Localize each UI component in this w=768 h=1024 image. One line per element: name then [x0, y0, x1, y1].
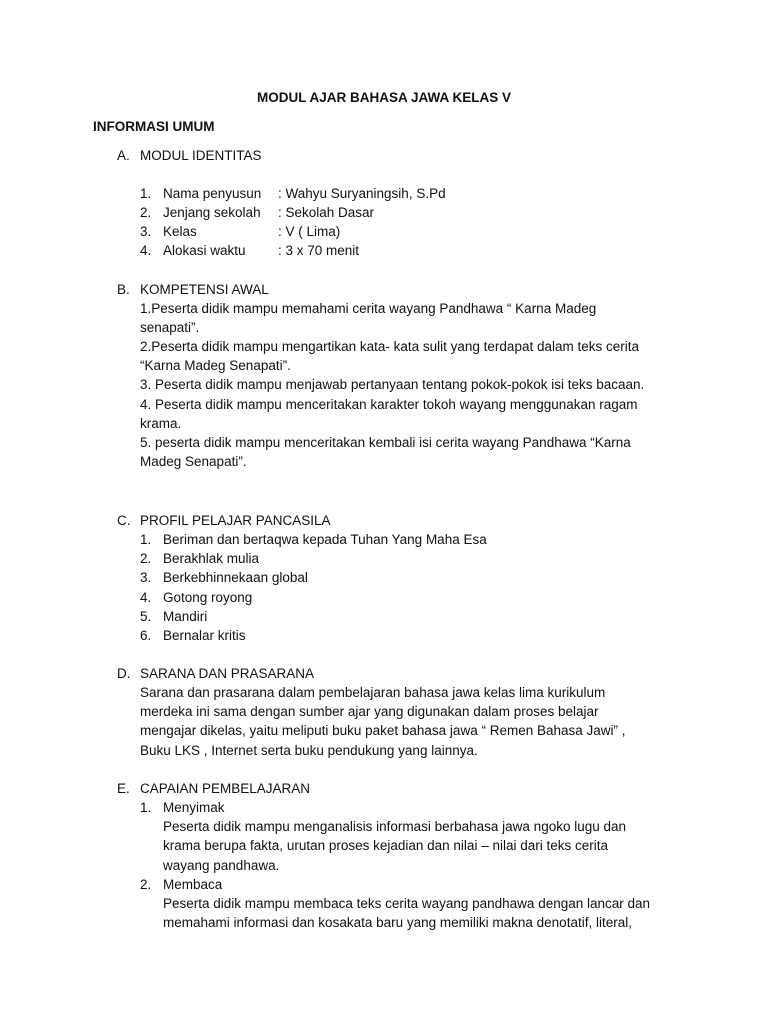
competency-line: krama. [140, 416, 182, 431]
section-b-heading: KOMPETENSI AWAL [140, 282, 269, 297]
section-a-letter: A. [117, 148, 130, 163]
identity-item-label: Nama penyusun [163, 186, 262, 201]
identity-item-number: 2. [140, 205, 152, 220]
achievement-line: Peserta didik mampu menganalisis informasi berbahasa jawa ngoko lugu dan [163, 819, 627, 834]
competency-line: Madeg Senapati”. [140, 454, 247, 469]
profile-item-number: 1. [140, 532, 152, 547]
identity-item-label: Alokasi waktu [163, 243, 246, 258]
profile-item-text: Bernalar kritis [163, 628, 246, 643]
profile-item-number: 3. [140, 570, 152, 585]
identity-item-value: : 3 x 70 menit [278, 243, 360, 258]
facilities-line: merdeka ini sama dengan sumber ajar yang digunakan dalam proses belajar [140, 704, 599, 719]
section-c-letter: C. [117, 513, 131, 528]
achievement-line: Peserta didik mampu membaca teks cerita wayang pandhawa dengan lancar dan [163, 896, 651, 911]
identity-item-number: 4. [140, 243, 152, 258]
facilities-line: Buku LKS , Internet serta buku pendukung yang lainnya. [140, 743, 478, 758]
facilities-line: mengajar dikelas, yaitu meliputi buku paket bahasa jawa “ Remen Bahasa Jawi” , [140, 723, 626, 738]
identity-item-number: 1. [140, 186, 152, 201]
achievement-item-title: Menyimak [163, 800, 225, 815]
profile-item-text: Berkebhinnekaan global [163, 570, 308, 585]
identity-item-label: Kelas [163, 224, 197, 239]
identity-item-value: : Sekolah Dasar [278, 205, 375, 220]
competency-line: 3. Peserta didik mampu menjawab pertanyaan tentang pokok-pokok isi teks bacaan. [140, 377, 645, 392]
section-heading-informasi-umum: INFORMASI UMUM [93, 119, 215, 134]
profile-item-text: Berakhlak mulia [163, 551, 260, 566]
competency-line: 2.Peserta didik mampu mengartikan kata- kata sulit yang terdapat dalam teks cerita [140, 339, 639, 354]
achievement-line: wayang pandhawa. [163, 858, 280, 873]
profile-item-text: Mandiri [163, 609, 208, 624]
achievement-item-number: 2. [140, 877, 152, 892]
achievement-item-title: Membaca [163, 877, 223, 892]
profile-item-text: Gotong royong [163, 590, 253, 605]
competency-line: senapati”. [140, 320, 200, 335]
section-e-letter: E. [117, 781, 130, 796]
achievement-line: memahami informasi dan kosakata baru yang memiliki makna denotatif, literal, [163, 915, 632, 930]
profile-item-text: Beriman dan bertaqwa kepada Tuhan Yang Maha Esa [163, 532, 487, 547]
section-a-heading: MODUL IDENTITAS [140, 148, 262, 163]
profile-item-number: 5. [140, 609, 152, 624]
achievement-item-number: 1. [140, 800, 152, 815]
profile-item-number: 6. [140, 628, 152, 643]
competency-line: 5. peserta didik mampu menceritakan kembali isi cerita wayang Pandhawa “Karna [140, 435, 631, 450]
competency-line: “Karna Madeg Senapati”. [140, 358, 291, 373]
section-d-heading: SARANA DAN PRASARANA [140, 666, 315, 681]
identity-item-value: : V ( Lima) [278, 224, 341, 239]
section-b-letter: B. [117, 282, 130, 297]
profile-item-number: 4. [140, 590, 152, 605]
identity-item-number: 3. [140, 224, 152, 239]
identity-item-value: : Wahyu Suryaningsih, S.Pd [278, 186, 446, 201]
competency-line: 1.Peserta didik mampu memahami cerita wayang Pandhawa “ Karna Madeg [140, 301, 597, 316]
achievement-line: krama berupa fakta, urutan proses kejadian dan nilai – nilai dari teks cerita [163, 838, 608, 853]
facilities-line: Sarana dan prasarana dalam pembelajaran bahasa jawa kelas lima kurikulum [140, 685, 606, 700]
section-e-heading: CAPAIAN PEMBELAJARAN [140, 781, 311, 796]
section-c-heading: PROFIL PELAJAR PANCASILA [140, 513, 331, 528]
identity-item-label: Jenjang sekolah [163, 205, 261, 220]
section-d-letter: D. [117, 666, 131, 681]
competency-line: 4. Peserta didik mampu menceritakan karakter tokoh wayang menggunakan ragam [140, 397, 638, 412]
document-title: MODUL AJAR BAHASA JAWA KELAS V [256, 90, 512, 105]
profile-item-number: 2. [140, 551, 152, 566]
